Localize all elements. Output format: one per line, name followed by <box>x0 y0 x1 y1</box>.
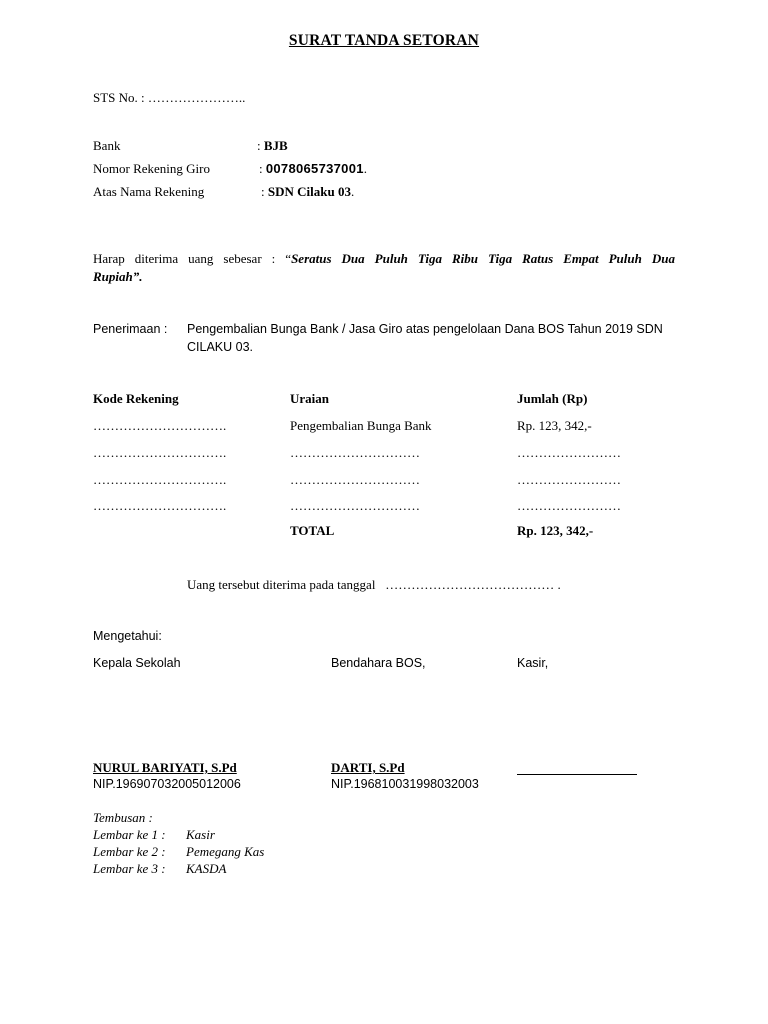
signatory-name-kepala-sekolah: NURUL BARIYATI, S.Pd <box>93 760 237 775</box>
table-row-2-uraian: ………………………… <box>290 445 420 460</box>
document-title: SURAT TANDA SETORAN <box>288 32 480 49</box>
table-row-1-jumlah: Rp. 123, 342,- <box>517 418 592 433</box>
amount-words-line-2: Rupiah”. <box>93 269 143 284</box>
signature-line-kasir <box>517 762 637 779</box>
role-bendahara: Bendahara BOS, <box>331 656 426 670</box>
received-date-line <box>187 577 561 593</box>
amount-words-line-1: Harap diterima uang sebesar : “Seratus Dua Puluh Tiga Ribu Tiga Ratus Empat Puluh Dua <box>93 251 675 266</box>
penerimaan-line-2: CILAKU 03. <box>187 340 254 354</box>
role-kepala-sekolah: Kepala Sekolah <box>93 656 181 670</box>
bank-label: Bank <box>93 138 121 153</box>
table-row-4-jumlah: …………………… <box>517 498 621 513</box>
nip-kepala-sekolah: NIP.196907032005012006 <box>93 777 241 791</box>
table-row-2-jumlah: …………………… <box>517 445 621 460</box>
account-name-label: Atas Nama Rekening <box>93 184 205 199</box>
account-name-line: : SDN Cilaku 03. <box>261 184 355 199</box>
table-row-4-uraian: ………………………… <box>290 498 420 513</box>
account-name: SDN Cilaku 03 <box>267 184 351 199</box>
tembusan-item-3-label: Lembar ke 3 : <box>93 861 166 876</box>
received-text: Uang tersebut diterima pada tanggal <box>187 577 376 592</box>
tembusan-item-2-value: Pemegang Kas <box>186 844 265 859</box>
tembusan-item-2-label: Lembar ke 2 : <box>93 844 166 859</box>
amount-words: Seratus Dua Puluh Tiga Ribu Tiga Ratus Empat Puluh Dua <box>291 251 675 266</box>
penerimaan-line-1: Pengembalian Bunga Bank / Jasa Giro atas pengelolaan Dana BOS Tahun 2019 SDN <box>187 322 663 336</box>
header-jumlah: Jumlah (Rp) <box>517 391 588 406</box>
bank-value-line: : BJB <box>257 138 288 153</box>
nip-bendahara: NIP.196810031998032003 <box>331 777 479 791</box>
mengetahui-label: Mengetahui: <box>93 629 162 643</box>
tembusan-label: Tembusan : <box>93 810 153 825</box>
sts-value: ………………….. <box>147 90 246 105</box>
account-number-line: : 0078065737001. <box>259 161 368 176</box>
account-number: 0078065737001 <box>265 161 364 176</box>
signatory-name-bendahara: DARTI, S.Pd <box>331 760 405 775</box>
table-row-1-kode: …………………………. <box>93 418 227 433</box>
total-value: Rp. 123, 342,- <box>517 523 594 538</box>
sts-label: STS No. : <box>93 90 145 105</box>
table-row-3-kode: …………………………. <box>93 472 227 487</box>
header-kode-rekening: Kode Rekening <box>93 391 179 406</box>
tembusan-item-3-value: KASDA <box>186 861 227 876</box>
bank-name: BJB <box>263 138 288 153</box>
table-row-2-kode: …………………………. <box>93 445 227 460</box>
header-uraian: Uraian <box>290 391 329 406</box>
table-row-3-uraian: ………………………… <box>290 472 420 487</box>
table-row-3-jumlah: …………………… <box>517 472 621 487</box>
role-kasir: Kasir, <box>517 656 549 670</box>
account-number-label: Nomor Rekening Giro <box>93 161 210 176</box>
penerimaan-label: Penerimaan : <box>93 322 168 336</box>
tembusan-item-1-value: Kasir <box>186 827 215 842</box>
table-row-4-kode: …………………………. <box>93 498 227 513</box>
received-date-dots: ………………………………… . <box>385 577 561 592</box>
total-label: TOTAL <box>290 523 335 538</box>
table-row-1-uraian: Pengembalian Bunga Bank <box>290 418 432 433</box>
sts-number-line <box>93 90 245 106</box>
tembusan-item-1-label: Lembar ke 1 : <box>93 827 166 842</box>
